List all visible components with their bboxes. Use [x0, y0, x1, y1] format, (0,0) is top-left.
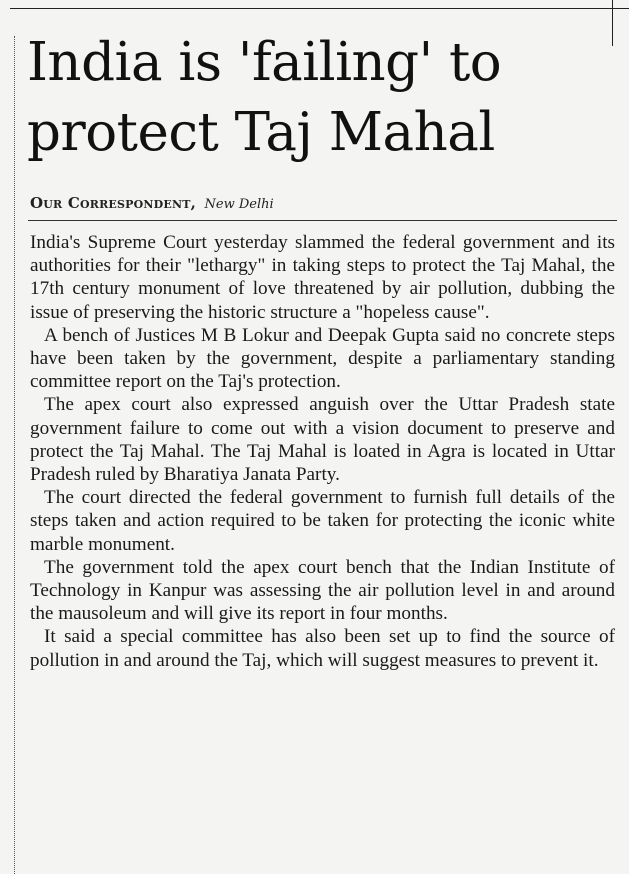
paragraph: The court directed the federal government to furnish full details of the steps taken and action required to be taken for protecting the iconic white marble monument. — [30, 487, 615, 555]
paragraph: It said a special committee has also been set up to find the source of pollution in and around the Taj, which will suggest measures to prevent it. — [30, 626, 615, 671]
headline: India is 'failing' to protect Taj Mahal — [27, 32, 502, 163]
column-divider — [14, 36, 15, 874]
byline-rule — [28, 220, 617, 221]
paragraph: The apex court also expressed anguish over the Uttar Pradesh state government failure to come out with a vision document to preserve and protect the Taj Mahal. The Taj Mahal is loated in Agra is located in Uttar Pradesh ruled by Bharatiya Janata Party. — [30, 394, 615, 486]
paragraph: The government told the apex court bench that the Indian Institute of Technology in Kanpur was assessing the air pollution level in and around the mausoleum and will give its report in four months. — [30, 556, 615, 625]
top-rule — [10, 8, 629, 9]
byline-location: New Delhi — [204, 197, 274, 212]
byline-author: Our Correspondent, — [30, 194, 197, 212]
byline — [30, 194, 274, 214]
article-body — [30, 231, 615, 672]
paragraph: India's Supreme Court yesterday slammed the federal government and its authorities for their "lethargy" in taking steps to protect the Taj Mahal, the 17th century monument of love threatened by air pollution, dubbing the issue of preserving the historic structure a "hopeless cause". — [30, 232, 615, 323]
paragraph: A bench of Justices M B Lokur and Deepak Gupta said no concrete steps have been taken by the government, despite a parliamentary standing committee report on the Taj's protection. — [30, 324, 615, 393]
